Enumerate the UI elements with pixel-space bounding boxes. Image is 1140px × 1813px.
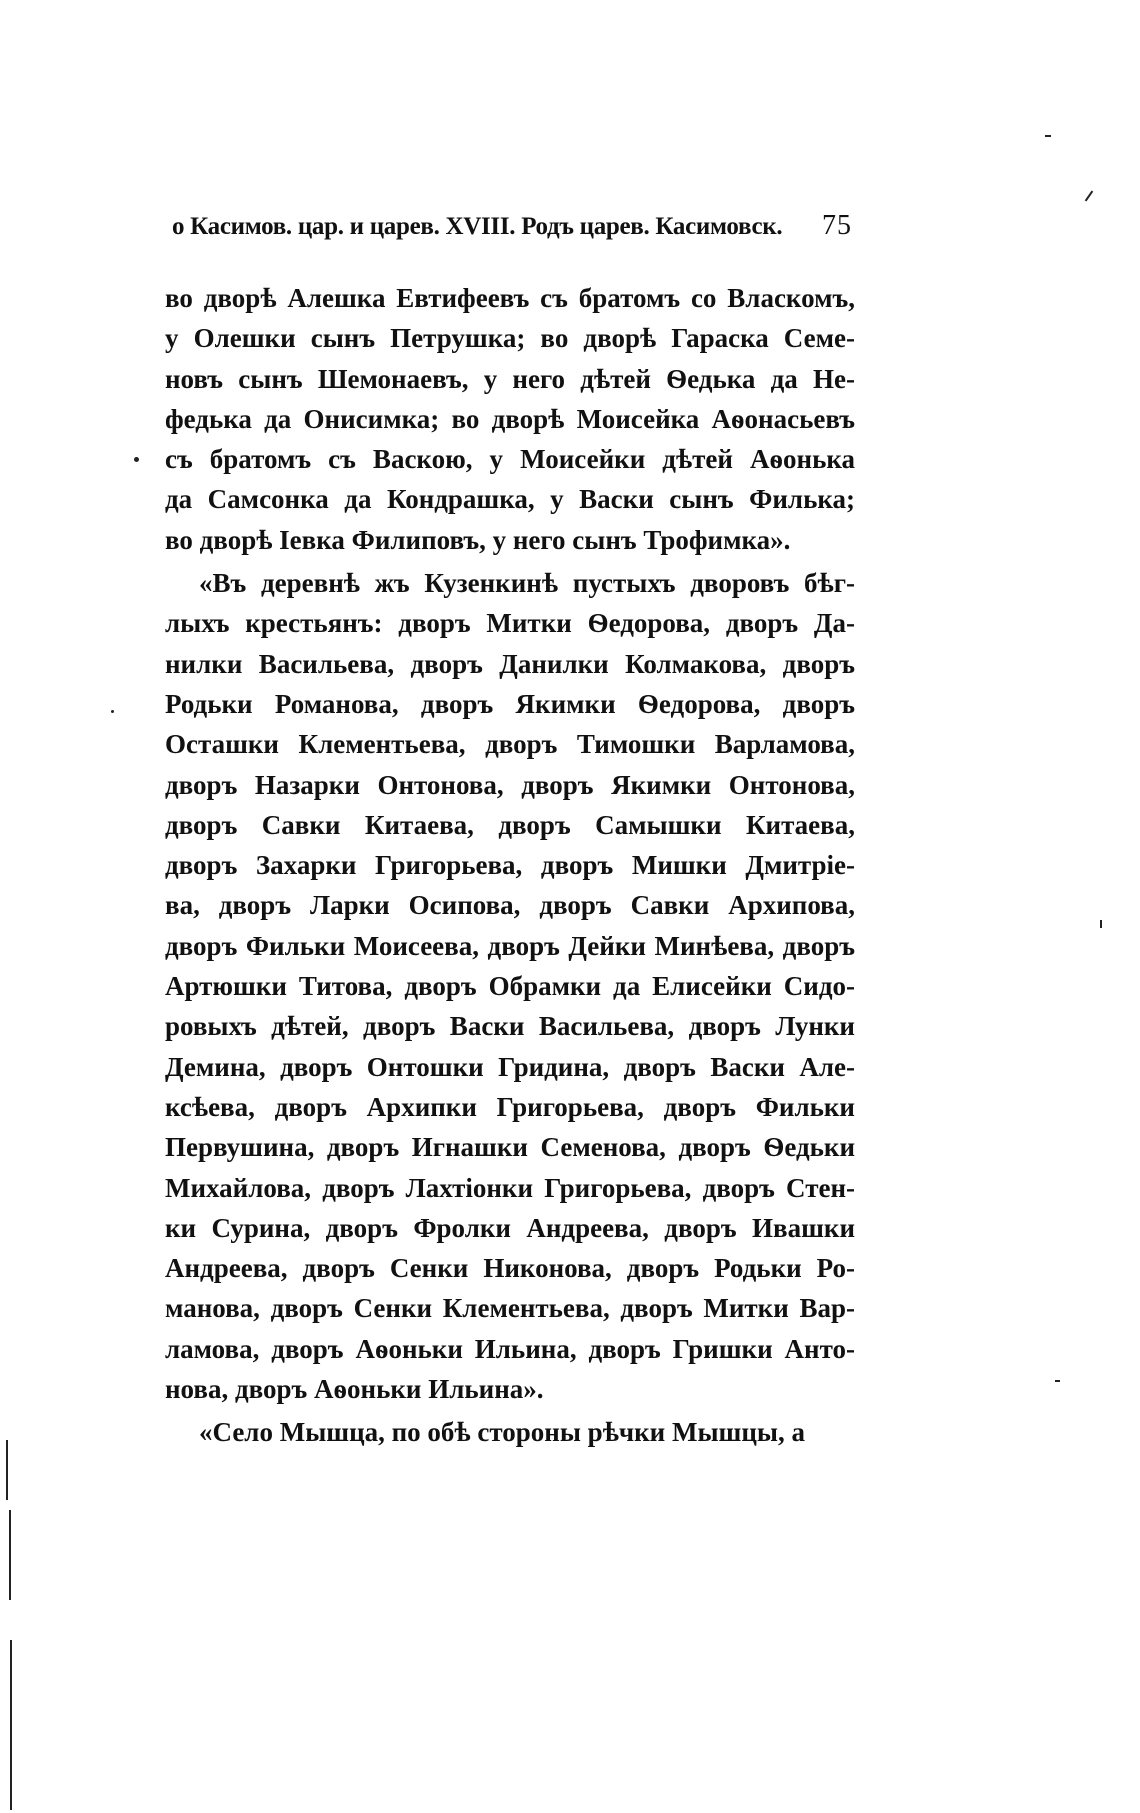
text-line: дворъ Захарки Григорьева, дворъ Мишки Дмитріе- — [165, 850, 855, 881]
text-line: ва, дворъ Ларки Осипова, дворъ Савки Архипова, — [165, 890, 855, 921]
text-line: Осташки Клементьева, дворъ Тимошки Варламова, — [165, 729, 855, 760]
text-line: нова, дворъ Аѳоньки Ильина». — [165, 1374, 544, 1405]
text-line: съ братомъ съ Васкою, у Моисейки дѣтей Аѳонька — [165, 444, 855, 475]
text-line: Первушина, дворъ Игнашки Семенова, дворъ Ѳедьки — [165, 1132, 855, 1163]
text-line: Родьки Романова, дворъ Якимки Ѳедорова, дворъ — [165, 688, 855, 719]
text-line: Демина, дворъ Онтошки Гридина, дворъ Васки Але- — [165, 1051, 855, 1082]
text-line: манова, дворъ Сенки Клементьева, дворъ Митки Вар- — [165, 1293, 855, 1324]
scan-speck — [134, 457, 139, 462]
text-line: лыхъ крестьянъ: дворъ Митки Ѳедорова, дворъ Да- — [165, 608, 855, 639]
scan-edge-line — [10, 1640, 12, 1810]
text-line: во дворѣ Іевка Филиповъ, у него сынъ Трофимка». — [165, 524, 791, 555]
text-line: Артюшки Титова, дворъ Обрамки да Елисейки Сидо- — [165, 971, 855, 1002]
text-line: у Олешки сынъ Петрушка; во дворѣ Гараска Семе- — [165, 323, 855, 354]
scan-speck — [1055, 1380, 1060, 1382]
scan-speck — [1085, 191, 1094, 202]
text-line: «Село Мышца, по обѣ стороны рѣчки Мышцы, а — [199, 1417, 805, 1448]
page-number: 75 — [822, 210, 852, 241]
text-line: ки Сурина, дворъ Фролки Андреева, дворъ Ивашки — [165, 1212, 855, 1243]
text-line: ламова, дворъ Аѳоньки Ильина, дворъ Гришки Анто- — [165, 1333, 855, 1364]
text-line: новъ сынъ Шемонаевъ, у него дѣтей Ѳедька да Не- — [165, 363, 855, 394]
text-line: Михайлова, дворъ Лахтіонки Григорьева, дворъ Стен- — [165, 1172, 855, 1203]
text-line: нилки Васильева, дворъ Данилки Колмакова, дворъ — [165, 648, 855, 679]
text-line: дворъ Назарки Онтонова, дворъ Якимки Онтонова, — [165, 769, 855, 800]
text-line: дворъ Савки Китаева, дворъ Самышки Китаева, — [165, 809, 855, 840]
text-line: дворъ Фильки Моисеева, дворъ Дейки Минѣева, дворъ — [165, 930, 855, 961]
text-line: ровыхъ дѣтей, дворъ Васки Васильева, дворъ Лунки — [165, 1011, 855, 1042]
text-line: «Въ деревнѣ жъ Кузенкинѣ пустыхъ дворовъ бѣг- — [199, 568, 855, 599]
running-header — [172, 210, 852, 250]
body-text — [165, 278, 855, 1453]
scan-speck — [1100, 920, 1102, 928]
text-line: да Самсонка да Кондрашка, у Васки сынъ Филька; — [165, 484, 855, 515]
scan-speck — [1045, 135, 1051, 137]
text-line: во дворѣ Алешка Евтифеевъ съ братомъ со Власкомъ, — [165, 283, 855, 313]
scan-edge-line — [9, 1510, 11, 1600]
text-line: федька да Онисимка; во дворѣ Моисейка Аѳонасьевъ — [165, 403, 855, 434]
scan-speck — [111, 710, 114, 713]
scan-edge-line — [6, 1440, 8, 1500]
text-line: ксѣева, дворъ Архипки Григорьева, дворъ Фильки — [165, 1091, 855, 1122]
running-title: о Касимов. цар. и царев. XVIII. Родъ царев. Касимовск. — [172, 213, 783, 240]
text-line: Андреева, дворъ Сенки Никонова, дворъ Родьки Ро- — [165, 1253, 855, 1284]
